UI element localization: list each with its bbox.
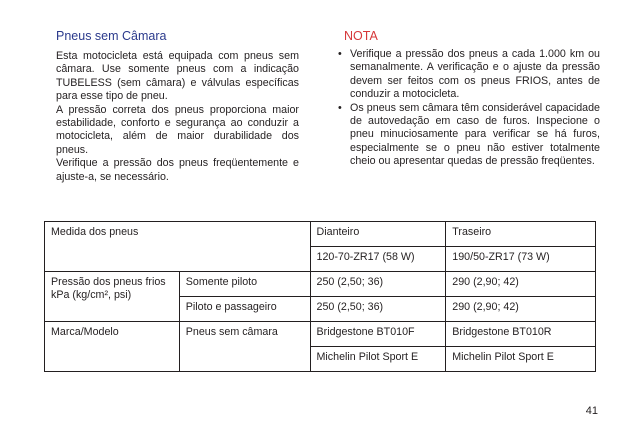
brand1-front-cell: Bridgestone BT010F [310,322,446,347]
tubeless-tires-section [56,28,299,184]
intro-paragraph: Esta motocicleta está equipada com pneus sem câmara. Use somente pneus com a indicação TUBELESS (sem câmara) e válvulas específicas para esse tipo de pneu. [56,50,299,103]
section-heading: Pneus sem Câmara [56,29,167,43]
bullet-icon: • [338,101,342,114]
rear-header-cell: Traseiro [446,222,596,247]
note-section [338,28,600,169]
pressure-paragraph: A pressão correta dos pneus proporciona maior estabilidade, conforto e segurança ao conduzir a motocicleta, além de maior durabilidade dos pneus. [56,103,299,156]
brand-label-cell: Marca/Modelo [45,322,180,372]
brand2-rear-cell: Michelin Pilot Sport E [446,347,596,372]
bullet-icon: • [338,48,342,60]
note-item [338,48,600,102]
tubeless-label-cell: Pneus sem câmara [179,322,310,372]
table-row [45,272,596,297]
brand2-front-cell: Michelin Pilot Sport E [310,347,446,372]
size-header-cell: Medida dos pneus [45,222,311,272]
rider-passenger-front-cell: 250 (2,50; 36) [310,297,446,322]
rider-only-label-cell: Somente piloto [179,272,310,297]
rider-passenger-label-cell: Piloto e passageiro [179,297,310,322]
table-row [45,322,596,347]
rider-passenger-rear-cell: 290 (2,90; 42) [446,297,596,322]
pressure-label-cell: Pressão dos pneus frios kPa (kg/cm², psi) [45,272,180,322]
tire-spec-table [44,221,596,372]
table-row [45,222,596,247]
rider-only-rear-cell: 290 (2,90; 42) [446,272,596,297]
front-size-cell: 120-70-ZR17 (58 W) [310,247,446,272]
note-item [338,102,600,169]
note-list [338,48,600,169]
check-paragraph: Verifique a pressão dos pneus freqüentemente e ajuste-a, se necessário. [56,157,299,183]
front-header-cell: Dianteiro [310,222,446,247]
note-text: Verifique a pressão dos pneus a cada 1.000 km ou semanalmente. A verificação e o ajuste da pressão devem ser feitos com os pneus FRIOS, antes de conduzir a motocicleta. [350,48,600,101]
note-text: Os pneus sem câmara têm considerável capacidade de autovedação em caso de furos. Inspecione o pneu minuciosamente para verificar se há furos, especialmente se o pneu não estiver totalmente cheio ou apresentar quedas de pressão freqüentes. [350,101,600,168]
rider-only-front-cell: 250 (2,50; 36) [310,272,446,297]
rear-size-cell: 190/50-ZR17 (73 W) [446,247,596,272]
note-heading: NOTA [344,29,378,43]
brand1-rear-cell: Bridgestone BT010R [446,322,596,347]
page-number: 41 [585,405,598,417]
